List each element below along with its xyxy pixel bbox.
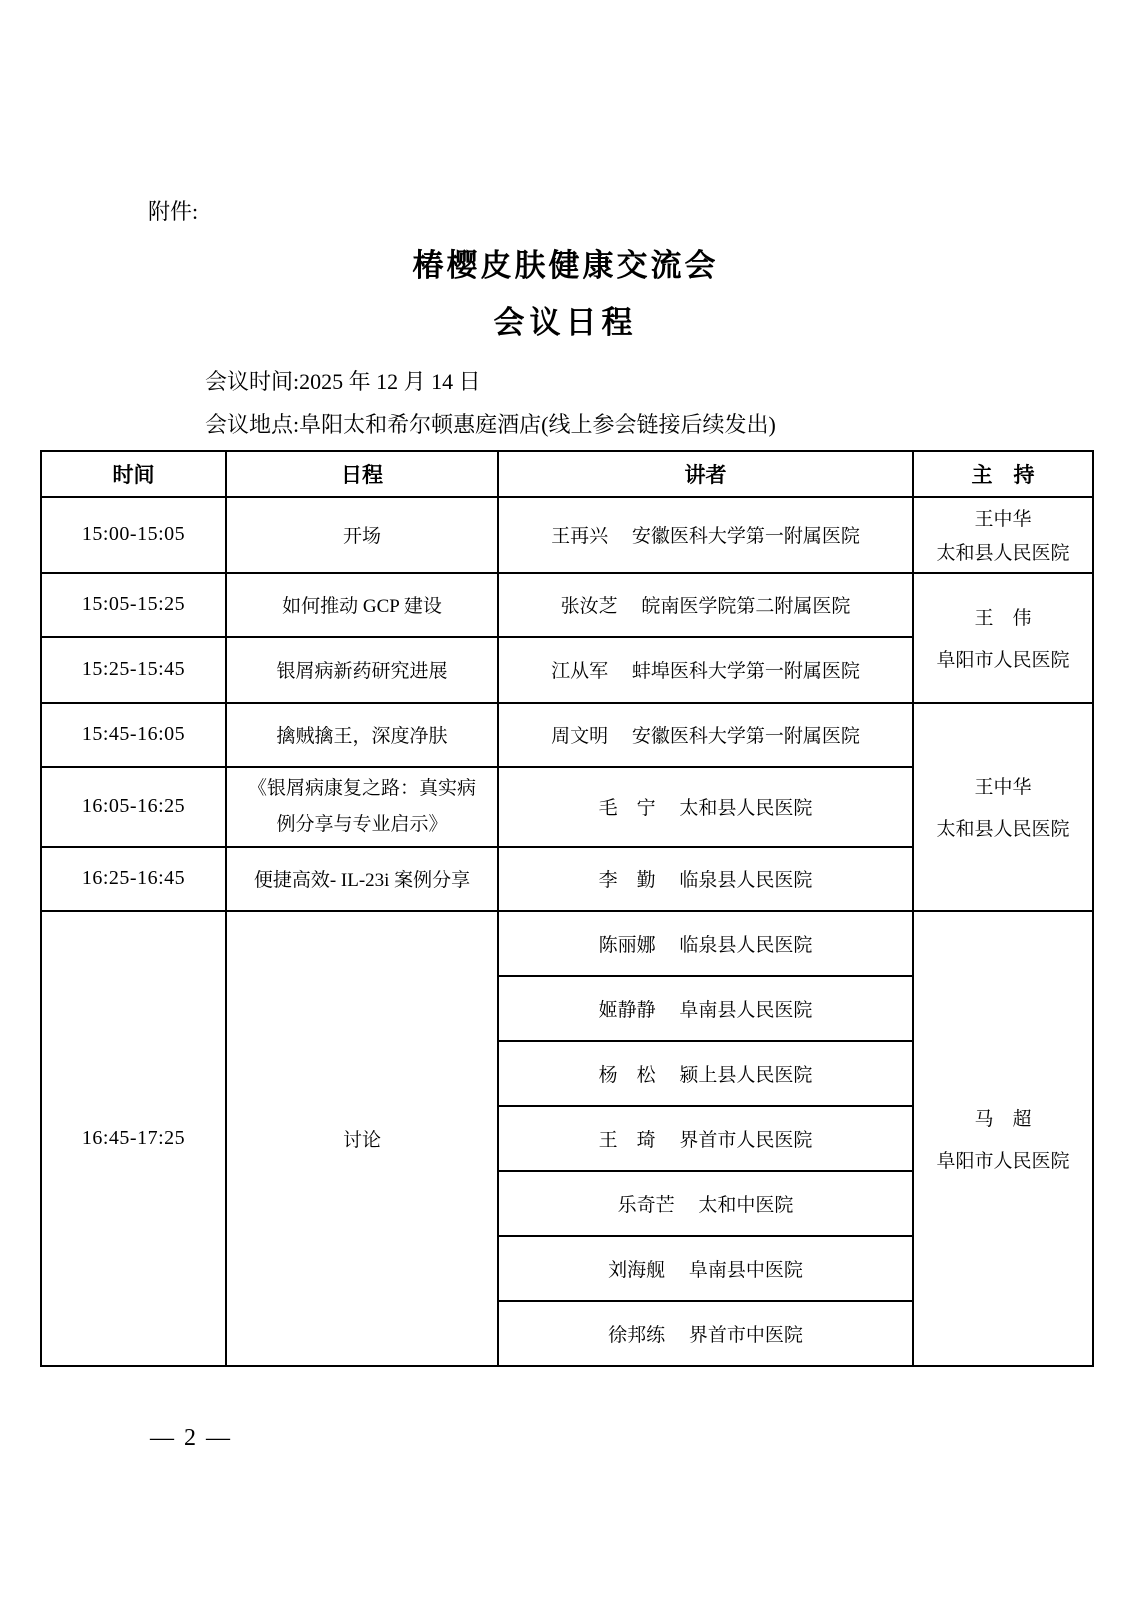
speaker-cell: 王再兴 安徽医科大学第一附属医院 xyxy=(498,497,913,573)
time-cell: 15:05-15:25 xyxy=(41,573,226,637)
time-cell: 15:25-15:45 xyxy=(41,637,226,703)
table-row xyxy=(41,573,1093,637)
header-cell-host: 主 持 xyxy=(913,451,1093,497)
speaker-cell: 周文明 安徽医科大学第一附属医院 xyxy=(498,703,913,767)
host-name: 王中华 xyxy=(974,777,1032,799)
program-line-1: 《银屑病康复之路：真实病 xyxy=(247,778,476,800)
meeting-time: 会议时间:2025 年 12 月 14 日 xyxy=(205,368,481,394)
speaker-cell: 杨 松 颍上县人民医院 xyxy=(498,1041,913,1106)
host-cell xyxy=(913,497,1093,573)
host-name: 马 超 xyxy=(974,1108,1032,1130)
host-org: 太和县人民医院 xyxy=(936,543,1070,565)
table-row xyxy=(41,497,1093,573)
attachment-label: 附件: xyxy=(148,199,199,224)
speaker-cell: 江从军 蚌埠医科大学第一附属医院 xyxy=(498,637,913,703)
speaker-cell: 张汝芝 皖南医学院第二附属医院 xyxy=(498,573,913,637)
time-cell: 16:45-17:25 xyxy=(41,911,226,1366)
program-cell: 便捷高效- IL-23i 案例分享 xyxy=(226,847,498,911)
speaker-cell: 刘海舰 阜南县中医院 xyxy=(498,1236,913,1301)
page-number: — 2 — xyxy=(150,1424,232,1451)
speaker-cell: 毛 宁 太和县人民医院 xyxy=(498,767,913,847)
program-cell: 擒贼擒王，深度净肤 xyxy=(226,703,498,767)
schedule-table xyxy=(40,450,1094,1367)
program-cell: 银屑病新药研究进展 xyxy=(226,637,498,703)
host-name: 王中华 xyxy=(974,509,1032,531)
time-cell: 15:00-15:05 xyxy=(41,497,226,573)
program-cell: 讨论 xyxy=(226,911,498,1366)
program-cell: 开场 xyxy=(226,497,498,573)
page-subtitle: 会议日程 xyxy=(493,304,638,340)
time-cell: 16:25-16:45 xyxy=(41,847,226,911)
host-org: 阜阳市人民医院 xyxy=(936,650,1070,672)
page-title: 椿樱皮肤健康交流会 xyxy=(412,247,719,283)
program-cell: 如何推动 GCP 建设 xyxy=(226,573,498,637)
header-cell-program: 日程 xyxy=(226,451,498,497)
speaker-cell: 姬静静 阜南县人民医院 xyxy=(498,976,913,1041)
host-org: 阜阳市人民医院 xyxy=(936,1150,1070,1172)
program-line-2: 例分享与专业启示》 xyxy=(276,813,448,835)
header-cell-speaker: 讲者 xyxy=(498,451,913,497)
meeting-location: 会议地点:阜阳太和希尔顿惠庭酒店(线上参会链接后续发出) xyxy=(205,411,776,437)
host-cell xyxy=(913,911,1093,1366)
table-row xyxy=(41,911,1093,976)
time-cell: 16:05-16:25 xyxy=(41,767,226,847)
speaker-cell: 王 琦 界首市人民医院 xyxy=(498,1106,913,1171)
speaker-cell: 乐奇芒 太和中医院 xyxy=(498,1171,913,1236)
speaker-cell: 李 勤 临泉县人民医院 xyxy=(498,847,913,911)
program-cell xyxy=(226,767,498,847)
speaker-cell: 陈丽娜 临泉县人民医院 xyxy=(498,911,913,976)
host-cell xyxy=(913,573,1093,703)
table-header-row xyxy=(41,451,1093,497)
host-name: 王 伟 xyxy=(974,608,1032,630)
header-cell-time: 时间 xyxy=(41,451,226,497)
host-cell xyxy=(913,703,1093,911)
speaker-cell: 徐邦练 界首市中医院 xyxy=(498,1301,913,1366)
host-org: 太和县人民医院 xyxy=(936,819,1070,841)
time-cell: 15:45-16:05 xyxy=(41,703,226,767)
table-row xyxy=(41,703,1093,767)
